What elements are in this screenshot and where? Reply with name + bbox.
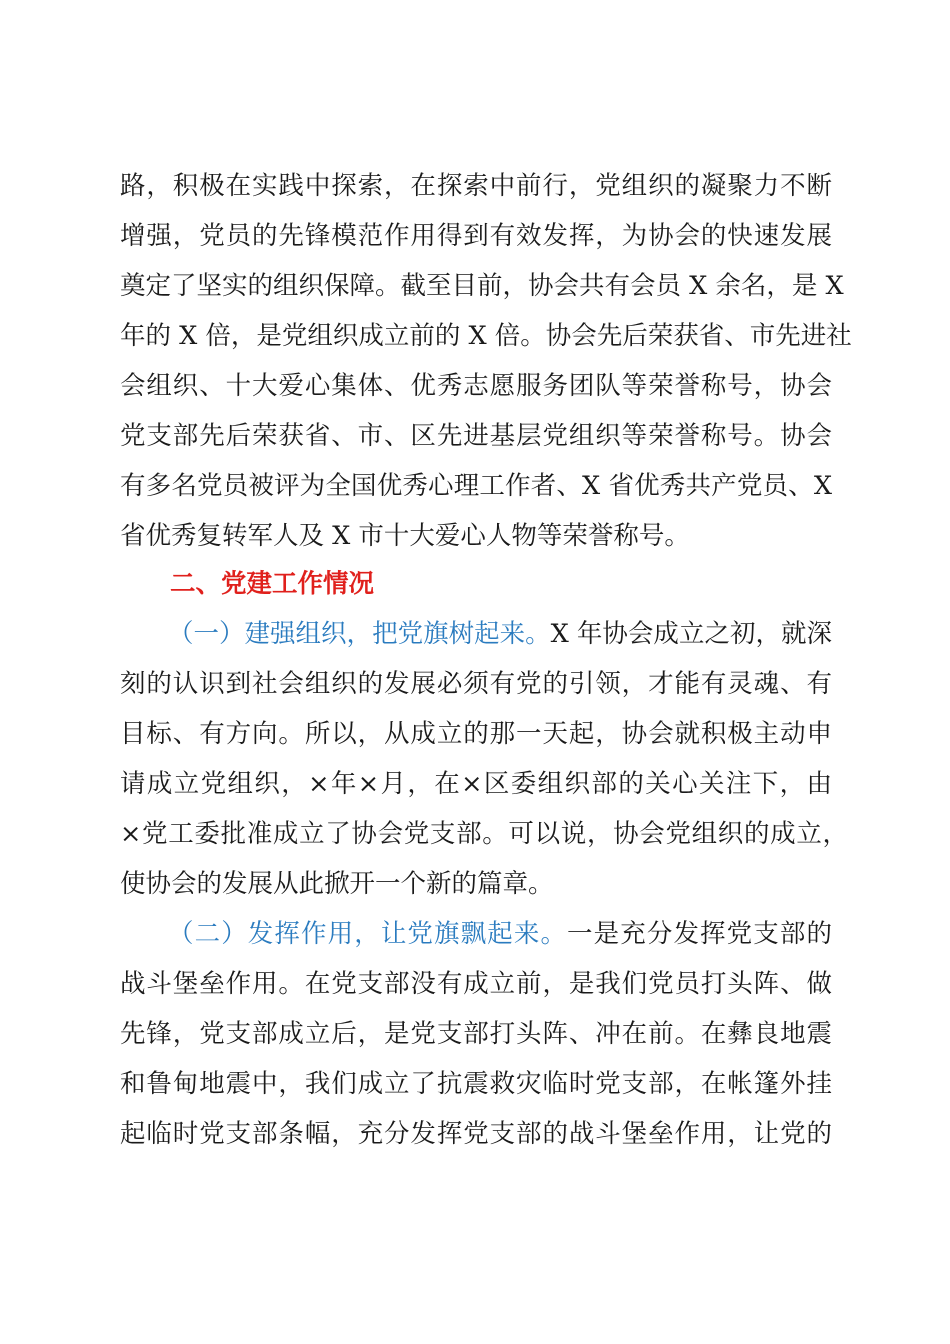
- paragraph-line: 起临时党支部条幅，充分发挥党支部的战斗堡垒作用，让党的: [120, 1119, 832, 1149]
- paragraph-line: 请成立党组织，×年×月，在×区委组织部的关心关注下，由: [120, 769, 832, 799]
- subsection-first-line: [120, 614, 832, 654]
- section-heading: 二、党建工作情况: [170, 569, 375, 599]
- paragraph-line: 奠定了坚实的组织保障。截至目前，协会共有会员 X 余名，是 X: [120, 271, 844, 301]
- paragraph-line: 省优秀复转军人及 X 市十大爱心人物等荣誉称号。: [120, 521, 690, 551]
- paragraph-line: 路，积极在实践中探索，在探索中前行，党组织的凝聚力不断: [120, 171, 832, 201]
- paragraph-line: 会组织、十大爱心集体、优秀志愿服务团队等荣誉称号，协会: [120, 371, 832, 401]
- paragraph-line: 增强，党员的先锋模范作用得到有效发挥，为协会的快速发展: [120, 221, 832, 251]
- paragraph-line: 使协会的发展从此掀开一个新的篇章。: [120, 869, 554, 899]
- paragraph-line: 目标、有方向。所以，从成立的那一天起，协会就积极主动申: [120, 719, 832, 749]
- paragraph-line: 刻的认识到社会组织的发展必须有党的引领，才能有灵魂、有: [120, 669, 832, 699]
- paragraph-line: 年的 X 倍，是党组织成立前的 X 倍。协会先后荣获省、市先进社: [120, 321, 852, 351]
- paragraph-line: 和鲁甸地震中，我们成立了抗震救灾临时党支部，在帐篷外挂: [120, 1069, 832, 1099]
- subsection-text: X 年协会成立之初，就深: [550, 619, 832, 649]
- paragraph-line: 党支部先后荣获省、市、区先进基层党组织等荣誉称号。协会: [120, 421, 832, 451]
- paragraph-line: 战斗堡垒作用。在党支部没有成立前，是我们党员打头阵、做: [120, 969, 832, 999]
- subsection-text: 一是充分发挥党支部的: [567, 919, 832, 949]
- paragraph-line: 有多名党员被评为全国优秀心理工作者、X 省优秀共产党员、X: [120, 471, 832, 501]
- subsection-title: （一）建强组织，把党旗树起来。: [168, 619, 551, 649]
- paragraph-line: ×党工委批准成立了协会党支部。可以说，协会党组织的成立，: [120, 819, 848, 849]
- paragraph-line: 先锋，党支部成立后，是党支部打头阵、冲在前。在彝良地震: [120, 1019, 832, 1049]
- subsection-first-line: [120, 914, 832, 954]
- subsection-title: （二）发挥作用，让党旗飘起来。: [168, 919, 568, 949]
